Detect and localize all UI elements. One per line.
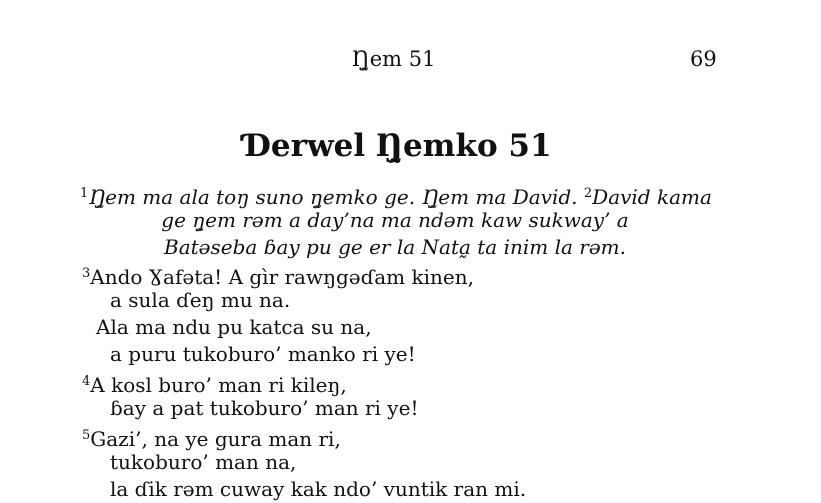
- superscription: [80, 180, 710, 261]
- verse-line: Ala ma ndu pu katca su na,: [96, 315, 372, 339]
- psalm-title: Ɗerwel Ŋ̰emko 51: [244, 128, 552, 164]
- verse-line: $^4$A kosl buro’ man ri kileŋ,: [82, 373, 347, 397]
- verse-line: la ɗik rəm cuway kak ndo’ vuntik ran mi.: [110, 477, 527, 501]
- verse-number: 5: [82, 428, 91, 443]
- superscription-text: David kama: [592, 185, 712, 209]
- running-header: [0, 47, 821, 75]
- verse-line: $^5$Gazi’, na ye gura man ri,: [82, 427, 341, 451]
- verse-number: 1: [80, 186, 89, 201]
- verse-line: a sula ɗeŋ mu na.: [110, 288, 291, 312]
- verse-number: 2: [583, 186, 593, 201]
- page-number: 69: [690, 47, 717, 71]
- verses: [82, 260, 526, 503]
- superscription-text: Ŋ̰em ma ala toŋ suno ŋ̰emko ge. Ŋ̰em ma David.: [88, 185, 578, 209]
- verse-line: $^3$Ando Ɣafəta! A gìr rawŋgəɗam kinen,: [82, 265, 474, 289]
- running-title: Ŋ̰em 51: [352, 47, 436, 71]
- verse-number: 4: [82, 374, 91, 389]
- verse-line: a puru tukoburo’ manko ri ye!: [110, 342, 416, 366]
- superscription-line: Batəseba ɓay pu ge er la Nata̰ ta inim la rəm.: [164, 235, 626, 259]
- verse-line: ɓay a pat tukoburo’ man ri ye!: [110, 396, 419, 420]
- verse-number: 3: [82, 266, 91, 281]
- superscription-line: ge ŋ̰em rəm a day’na ma ndəm kaw sukway’ a: [161, 208, 629, 232]
- verse-line: tukoburo’ man na,: [110, 450, 297, 474]
